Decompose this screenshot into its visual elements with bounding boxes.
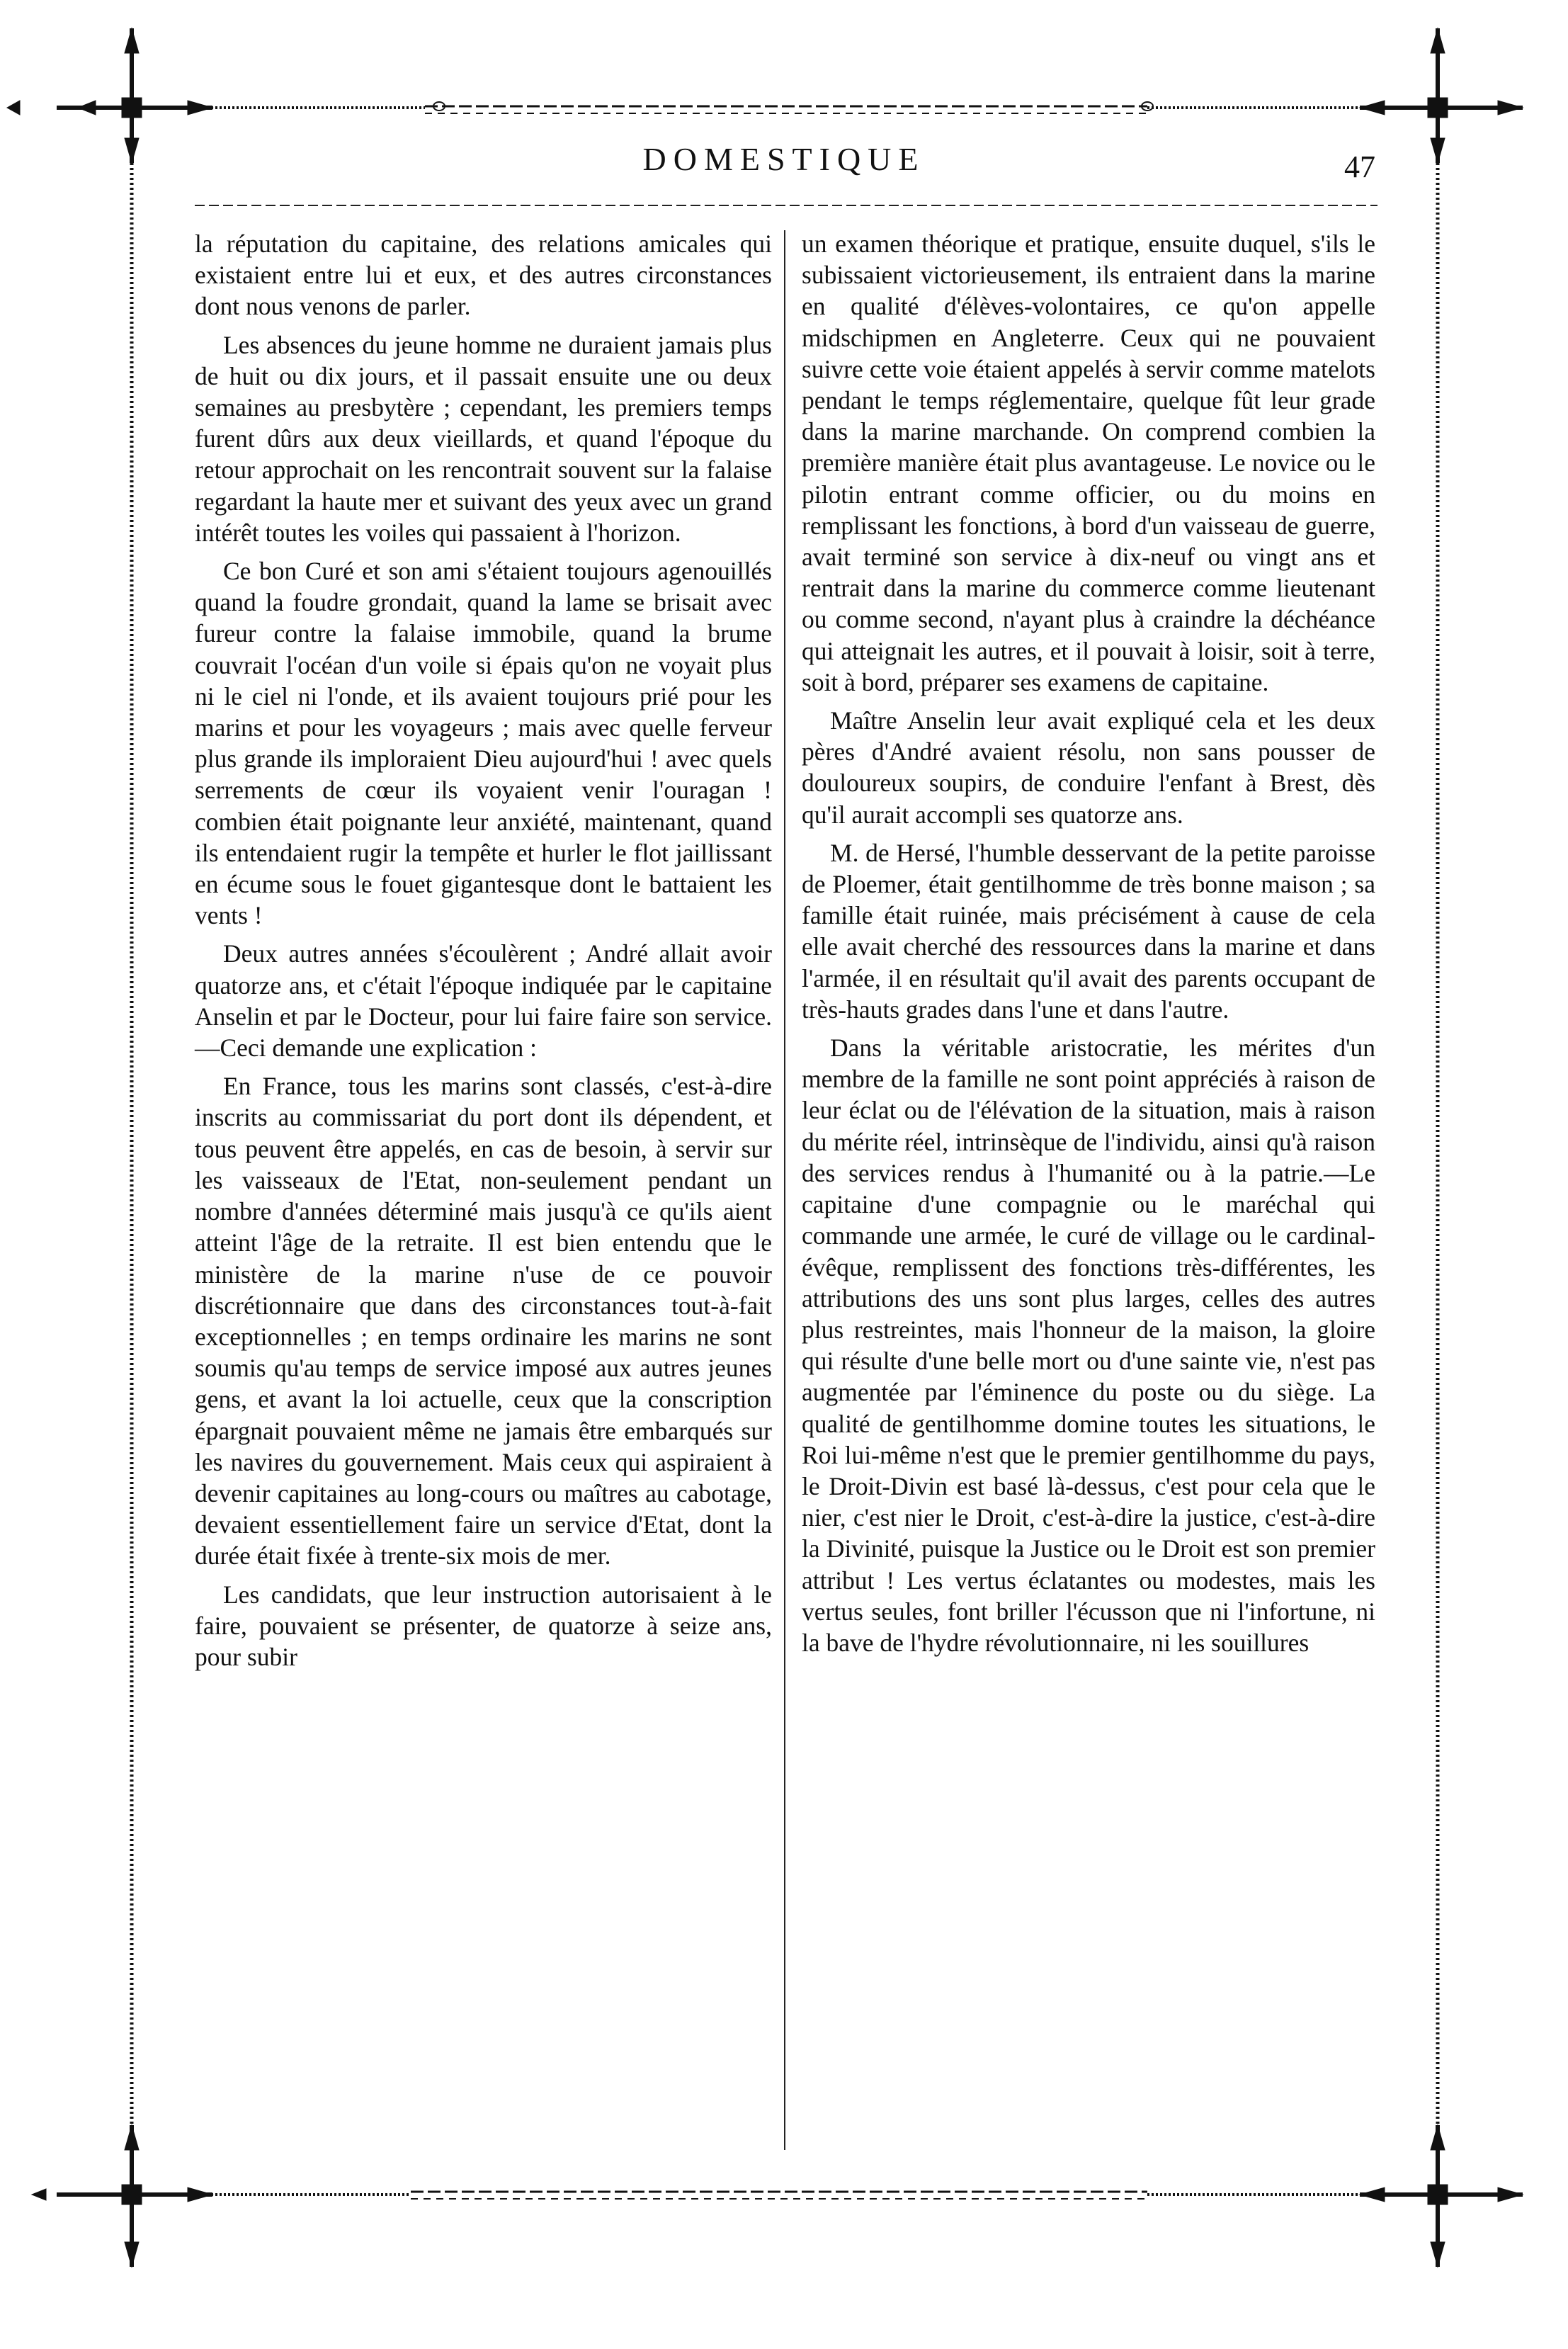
paragraph: Ce bon Curé et son ami s'étaient toujours agenouillés quand la foudre grondait, quand la lame se brisait avec fureur contre la falaise immobile, quand la brume couvrait l'océan d'un voile si épais qu'on ne voyait plus ni le ciel ni l'onde, et ils avaient toujours prié pour les marins et pour les voyageurs ; mais avec quelle ferveur plus grande ils imploraient Dieu aujourd'hui ! avec quels serrements de cœur ils voyaient venir l'ouragan ! combien était poignante leur anxiété, maintenant, quand ils entendaient rugir la tempête et hurler le flot jaillissant en écume sous le fouet gigantesque dont le battaient les vents ! [195, 557, 772, 930]
paragraph: Les candidats, que leur instruction autorisaient à le faire, pouvaient se présenter, de quatorze à seize ans, pour subir [195, 1580, 772, 1671]
right-column [802, 228, 1375, 1665]
left-column [195, 228, 772, 1680]
paragraph: Dans la véritable aristocratie, les mérites d'un membre de la famille ne sont point appréciés à raison de leur éclat ou de l'élévation de la situation, mais à raison du mérite réel, intrinsèque de l'individu, ainsi qu'à raison des services rendus à l'humanité ou à la patrie.—Le capitaine d'une compagnie ou le maréchal qui commande une armée, le curé de village ou le cardinal-évêque, remplissent des fonctions très-différentes, les attributions des uns sont plus larges, celles des autres plus restreintes, mais l'honneur de la maison, la gloire qui résulte d'une belle mort ou d'une sainte vie, n'est pas augmentée par l'éminence du poste ou du siège. La qualité de gentilhomme domine toutes les situations, le Roi lui-même n'est que le premier gentilhomme du pays, le Droit-Divin est basé là-dessus, c'est pour cela que le nier, c'est nier le Droit, c'est-à-dire la justice, c'est-à-dire la Divinité, puisque la Justice ou le Droit est son premier attribut ! Les vertus éclatantes ou modestes, mais les vertus seules, font briller l'écusson que ni l'infortune, ni la bave de l'hydre révolutionnaire, ni les souillures [802, 1034, 1375, 1657]
paragraph: la réputation du capitaine, des relations amicales qui existaient entre lui et eux, et des autres circonstances dont nous venons de parler. [195, 230, 772, 321]
top-ornament-rule [7, 101, 1416, 115]
column-divider [784, 230, 785, 2150]
corner-ornament-bottom-right [1360, 2125, 1523, 2267]
corner-ornament-bottom-left [57, 2125, 212, 2267]
paragraph: un examen théorique et pratique, ensuite duquel, s'ils le subissaient victorieusement, ils entraient dans la marine en qualité d'élèves-volontaires, ce qu'on appelle midschipmen en Angleterre. Ceux qui ne pouvaient suivre cette voie étaient appelés à servir comme matelots pendant le temps réglementaire, quelque fût leur grade dans la marine marchande. On comprend combien la première manière était plus avantageuse. Le novice ou le pilotin entrant comme officier, ou du moins en remplissant les fonctions, à bord d'un vaisseau de guerre, avait terminé son service à dix-neuf ou vingt ans et rentrait dans la marine du commerce comme lieutenant ou comme second, n'ayant plus à craindre la déchéance qui atteignait les autres, et il pouvait à loisir, soit à terre, soit à bord, préparer ses examens de capitaine. [802, 230, 1375, 696]
paragraph: Maître Anselin leur avait expliqué cela et les deux pères d'André avaient résolu, non sans pousser de douloureux soupirs, de conduire l'enfant à Brest, dès qu'il aurait accompli ses quatorze ans. [802, 706, 1375, 829]
paragraph: M. de Hersé, l'humble desservant de la petite paroisse de Ploemer, était gentilhomme de très bonne maison ; sa famille était ruinée, mais précisément à cause de cela elle avait cherché des ressources dans la marine et dans l'armée, il en résultait qu'il avait des parents occupant de très-hauts grades dans l'une et dans l'autre. [802, 838, 1375, 1024]
paragraph: Deux autres années s'écoulèrent ; André allait avoir quatorze ans, et c'était l'époque indiquée par le capitaine Anselin et par le Docteur, pour lui faire faire son service. —Ceci demande une explication : [195, 939, 772, 1063]
paragraph: Les absences du jeune homme ne duraient jamais plus de huit ou dix jours, et il passait ensuite une ou deux semaines au presbytère ; cependant, les premiers temps furent dûrs aux deux vieillards, et quand l'époque du retour approchait on les rencontrait souvent sur la falaise regardant la haute mer et suivant des yeux avec un grand intérêt toutes les voiles qui passaient à l'horizon. [195, 330, 772, 547]
page-number: 47 [1344, 149, 1375, 184]
running-title: DOMESTIQUE [642, 141, 926, 177]
bottom-ornament-rule [32, 2189, 1416, 2200]
paragraph: En France, tous les marins sont classés, c'est-à-dire inscrits au commissariat du port dont ils dépendent, et tous peuvent être appelés, en cas de besoin, à servir sur les vaisseaux de l'Etat, non-seulement pendant un nombre d'années déterminé mais jusqu'à ce qu'ils aient atteint l'âge de la retraite. Il est bien entendu que le ministère de la marine n'use de ce pouvoir discrétionnaire que dans des circonstances tout-à-fait exceptionnelles ; en temps ordinaire les marins ne sont soumis qu'au temps de service imposé aux autres jeunes gens, et avant la loi actuelle, ceux que la conscription épargnait pouvaient même ne jamais être embarqués sur les navires du gouvernement. Mais ceux qui aspiraient à devenir capitaines au long-cours ou maîtres au cabotage, devaient essentiellement faire un service d'Etat, dont la durée était fixée à trente-six mois de mer. [195, 1072, 772, 1570]
